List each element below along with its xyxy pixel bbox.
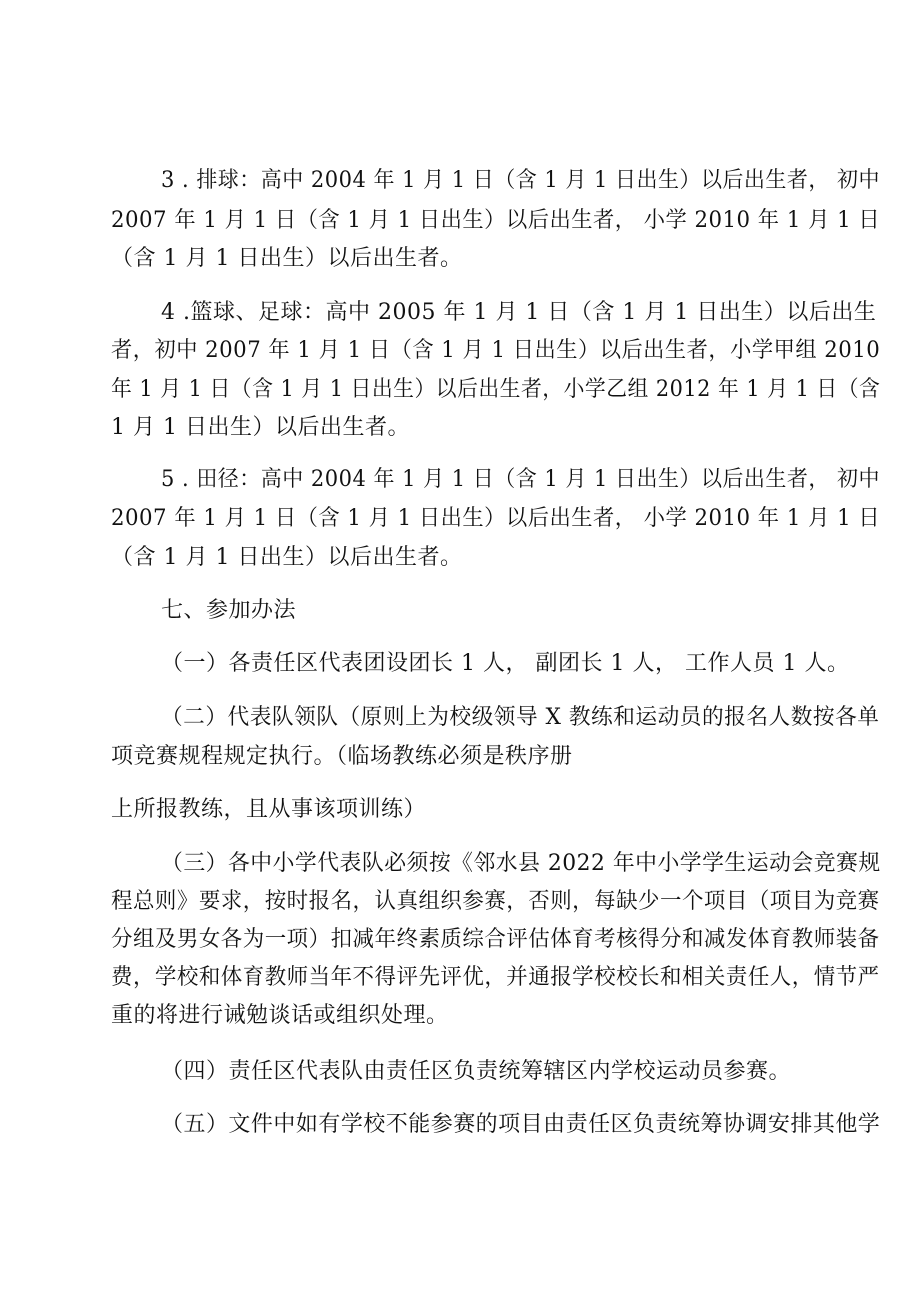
clause-2-continuation: 上所报教练，且从事该项训练）: [111, 797, 427, 822]
text-line: 程总则》要求，按时报名，认真组织参赛，否则，每缺少一个项目（项目为竞赛: [111, 889, 880, 914]
text-line: （含 1 月 1 日出生）以后出生者。: [111, 545, 463, 570]
text-line: 3 . 排球：高中 2004 年 1 月 1 日（含 1 月 1 日出生）以后出生者， 初中: [161, 168, 881, 193]
text-line: 费，学校和体育教师当年不得评先评优，并通报学校校长和相关责任人，情节严: [111, 965, 880, 990]
clause-5-text: （五）文件中如有学校不能参赛的项目由责任区负责统筹协调安排其他学: [161, 1112, 881, 1137]
text-line: 者，初中 2007 年 1 月 1 日（含 1 月 1 日出生）以后出生者，小学甲组 2010: [111, 338, 881, 363]
text-line: 年 1 月 1 日（含 1 月 1 日出生）以后出生者，小学乙组 2012 年 1 月 1 日（含: [111, 377, 881, 402]
clause-1-text: （一）各责任区代表团设团长 1 人， 副团长 1 人， 工作人员 1 人。: [161, 651, 850, 676]
text-line: 4 .篮球、足球：高中 2005 年 1 月 1 日（含 1 月 1 日出生）以后出生: [161, 300, 877, 325]
clause-4-text: （四）责任区代表队由责任区负责统筹辖区内学校运动员参赛。: [161, 1059, 792, 1084]
section-heading: 七、参加办法: [161, 598, 297, 623]
text-line: 5 . 田径：高中 2004 年 1 月 1 日（含 1 月 1 日出生）以后出生者， 初中: [161, 467, 881, 492]
text-line: （二）代表队领队（原则上为校级领导 X 教练和运动员的报名人数按各单: [161, 705, 880, 730]
text-line: 重的将进行诫勉谈话或组织处理。: [111, 1003, 449, 1028]
text-line: 2007 年 1 月 1 日（含 1 月 1 日出生）以后出生者， 小学 2010 年 1 月 1 日: [111, 506, 881, 531]
text-line: 项竞赛规程规定执行。（临场教练必须是秩序册: [111, 744, 573, 769]
text-line: （含 1 月 1 日出生）以后出生者。: [111, 246, 463, 271]
text-line: （三）各中小学代表队必须按《邻水县 2022 年中小学学生运动会竞赛规: [161, 851, 881, 876]
text-line: 分组及男女各为一项）扣减年终素质综合评估体育考核得分和减发体育教师装备: [111, 927, 880, 952]
text-line: 1 月 1 日出生）以后出生者。: [111, 415, 410, 440]
text-line: 2007 年 1 月 1 日（含 1 月 1 日出生）以后出生者， 小学 2010 年 1 月 1 日: [111, 208, 881, 233]
